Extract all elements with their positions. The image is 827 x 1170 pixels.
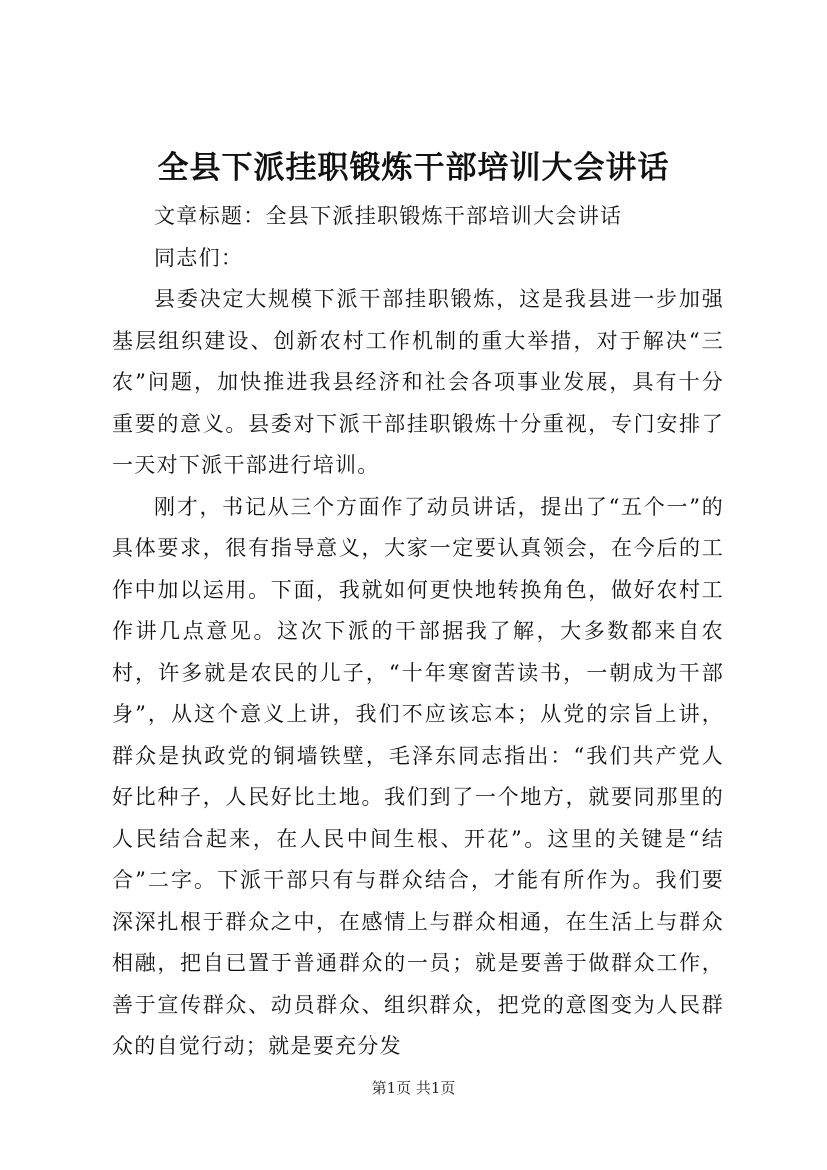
salutation: 同志们：	[154, 245, 244, 270]
document-title: 全县下派挂职锻炼干部培训大会讲话	[157, 150, 670, 186]
document-body	[112, 196, 724, 1068]
article-title-line: 文章标题：全县下派挂职锻炼干部培训大会讲话	[154, 204, 623, 228]
page-footer: 第1页 共1页	[371, 1079, 456, 1097]
paragraph: 县委决定大规模下派干部挂职锻炼，这是我县进一步加强基层组织建设、创新农村工作机制的重大举措，对于解决“三农”问题，加快推进我县经济和社会各项事业发展，具有十分重要的意义。县委对下派干部挂职锻炼十分重视，专门安排了一天对下派干部进行培训。	[112, 287, 724, 477]
paragraph: 刚才，书记从三个方面作了动员讲话，提出了“五个一”的具体要求，很有指导意义，大家一定要认真领会，在今后的工作中加以运用。下面，我就如何更快地转换角色，做好农村工作讲几点意见。这次下派的干部据我了解，大多数都来自农村，许多就是农民的儿子，“十年寒窗苦读书，一朝成为干部身”，从这个意义上讲，我们不应该忘本；从党的宗旨上讲，群众是执政党的铜墙铁壁，毛泽东同志指出：“我们共产党人好比种子，人民好比土地。我们到了一个地方，就要同那里的人民结合起来，在人民中间生根、开花”。这里的关键是“结合”二字。下派干部只有与群众结合，才能有所作为。我们要深深扎根于群众之中，在感情上与群众相通，在生活上与群众相融，把自已置于普通群众的一员；就是要善于做群众工作，善于宣传群众、动员群众、组织群众，把党的意图变为人民群众的自觉行动；就是要充分发	[112, 494, 724, 1058]
